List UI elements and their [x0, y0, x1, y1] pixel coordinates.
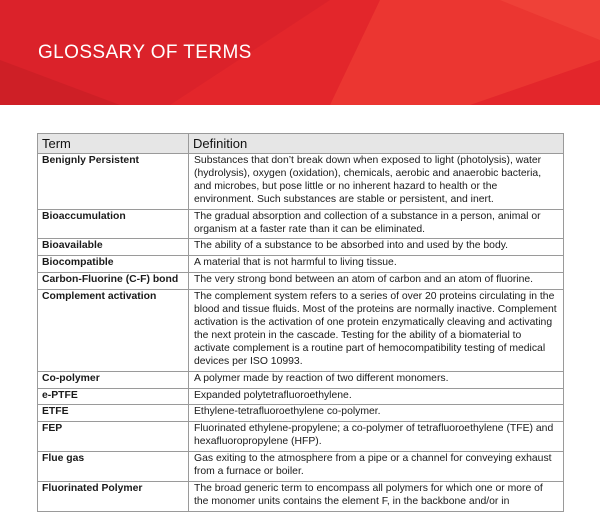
table-row [38, 273, 564, 290]
term-cell: Fluorinated Polymer [38, 481, 189, 511]
definition-cell: A material that is not harmful to living tissue. [189, 256, 564, 273]
definition-cell: Substances that don’t break down when exposed to light (photolysis), water (hydrolysis), oxygen (oxidation), chemicals, aerobic and anaerobic bacteria, and microbes, but pose little or no inherent hazard to health or the environment. Such substances are stable or persistent, and inert. [189, 154, 564, 210]
definition-cell: Fluorinated ethylene-propylene; a co-polymer of tetrafluoroethylene (TFE) and hexafluoropropylene (HFP). [189, 422, 564, 452]
term-cell: Bioavailable [38, 239, 189, 256]
table-row [38, 422, 564, 452]
table-row [38, 388, 564, 405]
column-header-definition: Definition [189, 134, 564, 154]
header-banner [0, 0, 600, 105]
definition-cell: A polymer made by reaction of two different monomers. [189, 371, 564, 388]
definition-cell: Expanded polytetrafluoroethylene. [189, 388, 564, 405]
table-row [38, 481, 564, 511]
term-cell: Flue gas [38, 452, 189, 482]
term-cell: Co-polymer [38, 371, 189, 388]
table-row [38, 239, 564, 256]
page-title: GLOSSARY OF TERMS [38, 42, 252, 63]
table-row [38, 256, 564, 273]
definition-cell: The very strong bond between an atom of carbon and an atom of fluorine. [189, 273, 564, 290]
term-cell: Complement activation [38, 290, 189, 371]
glossary-table [37, 133, 564, 512]
definition-cell: The gradual absorption and collection of a substance in a person, animal or organism at a faster rate than it can be eliminated. [189, 209, 564, 239]
column-header-term: Term [38, 134, 189, 154]
definition-cell: Gas exiting to the atmosphere from a pipe or a channel for conveying exhaust from a furnace or boiler. [189, 452, 564, 482]
table-row [38, 154, 564, 210]
term-cell: ETFE [38, 405, 189, 422]
table-row [38, 405, 564, 422]
term-cell: Carbon-Fluorine (C-F) bond [38, 273, 189, 290]
table-header-row [38, 134, 564, 154]
definition-cell: The ability of a substance to be absorbed into and used by the body. [189, 239, 564, 256]
table-row [38, 452, 564, 482]
definition-cell: Ethylene-tetrafluoroethylene co-polymer. [189, 405, 564, 422]
definition-cell: The broad generic term to encompass all polymers for which one or more of the monomer units contains the element F, in the backbone and/or in [189, 481, 564, 511]
term-cell: Benignly Persistent [38, 154, 189, 210]
term-cell: e-PTFE [38, 388, 189, 405]
term-cell: Biocompatible [38, 256, 189, 273]
table-row [38, 290, 564, 371]
table-row [38, 209, 564, 239]
term-cell: FEP [38, 422, 189, 452]
definition-cell: The complement system refers to a series of over 20 proteins circulating in the blood and tissue fluids. Most of the proteins are normally inactive. Complement activation is the activation of one protein enzymatically cleaving and activating the next protein in the cascade. Testing for the ability of a biomaterial to activate complement is a routine part of hemocompatibility testing of medical devices per ISO 10993. [189, 290, 564, 371]
table-row [38, 371, 564, 388]
term-cell: Bioaccumulation [38, 209, 189, 239]
